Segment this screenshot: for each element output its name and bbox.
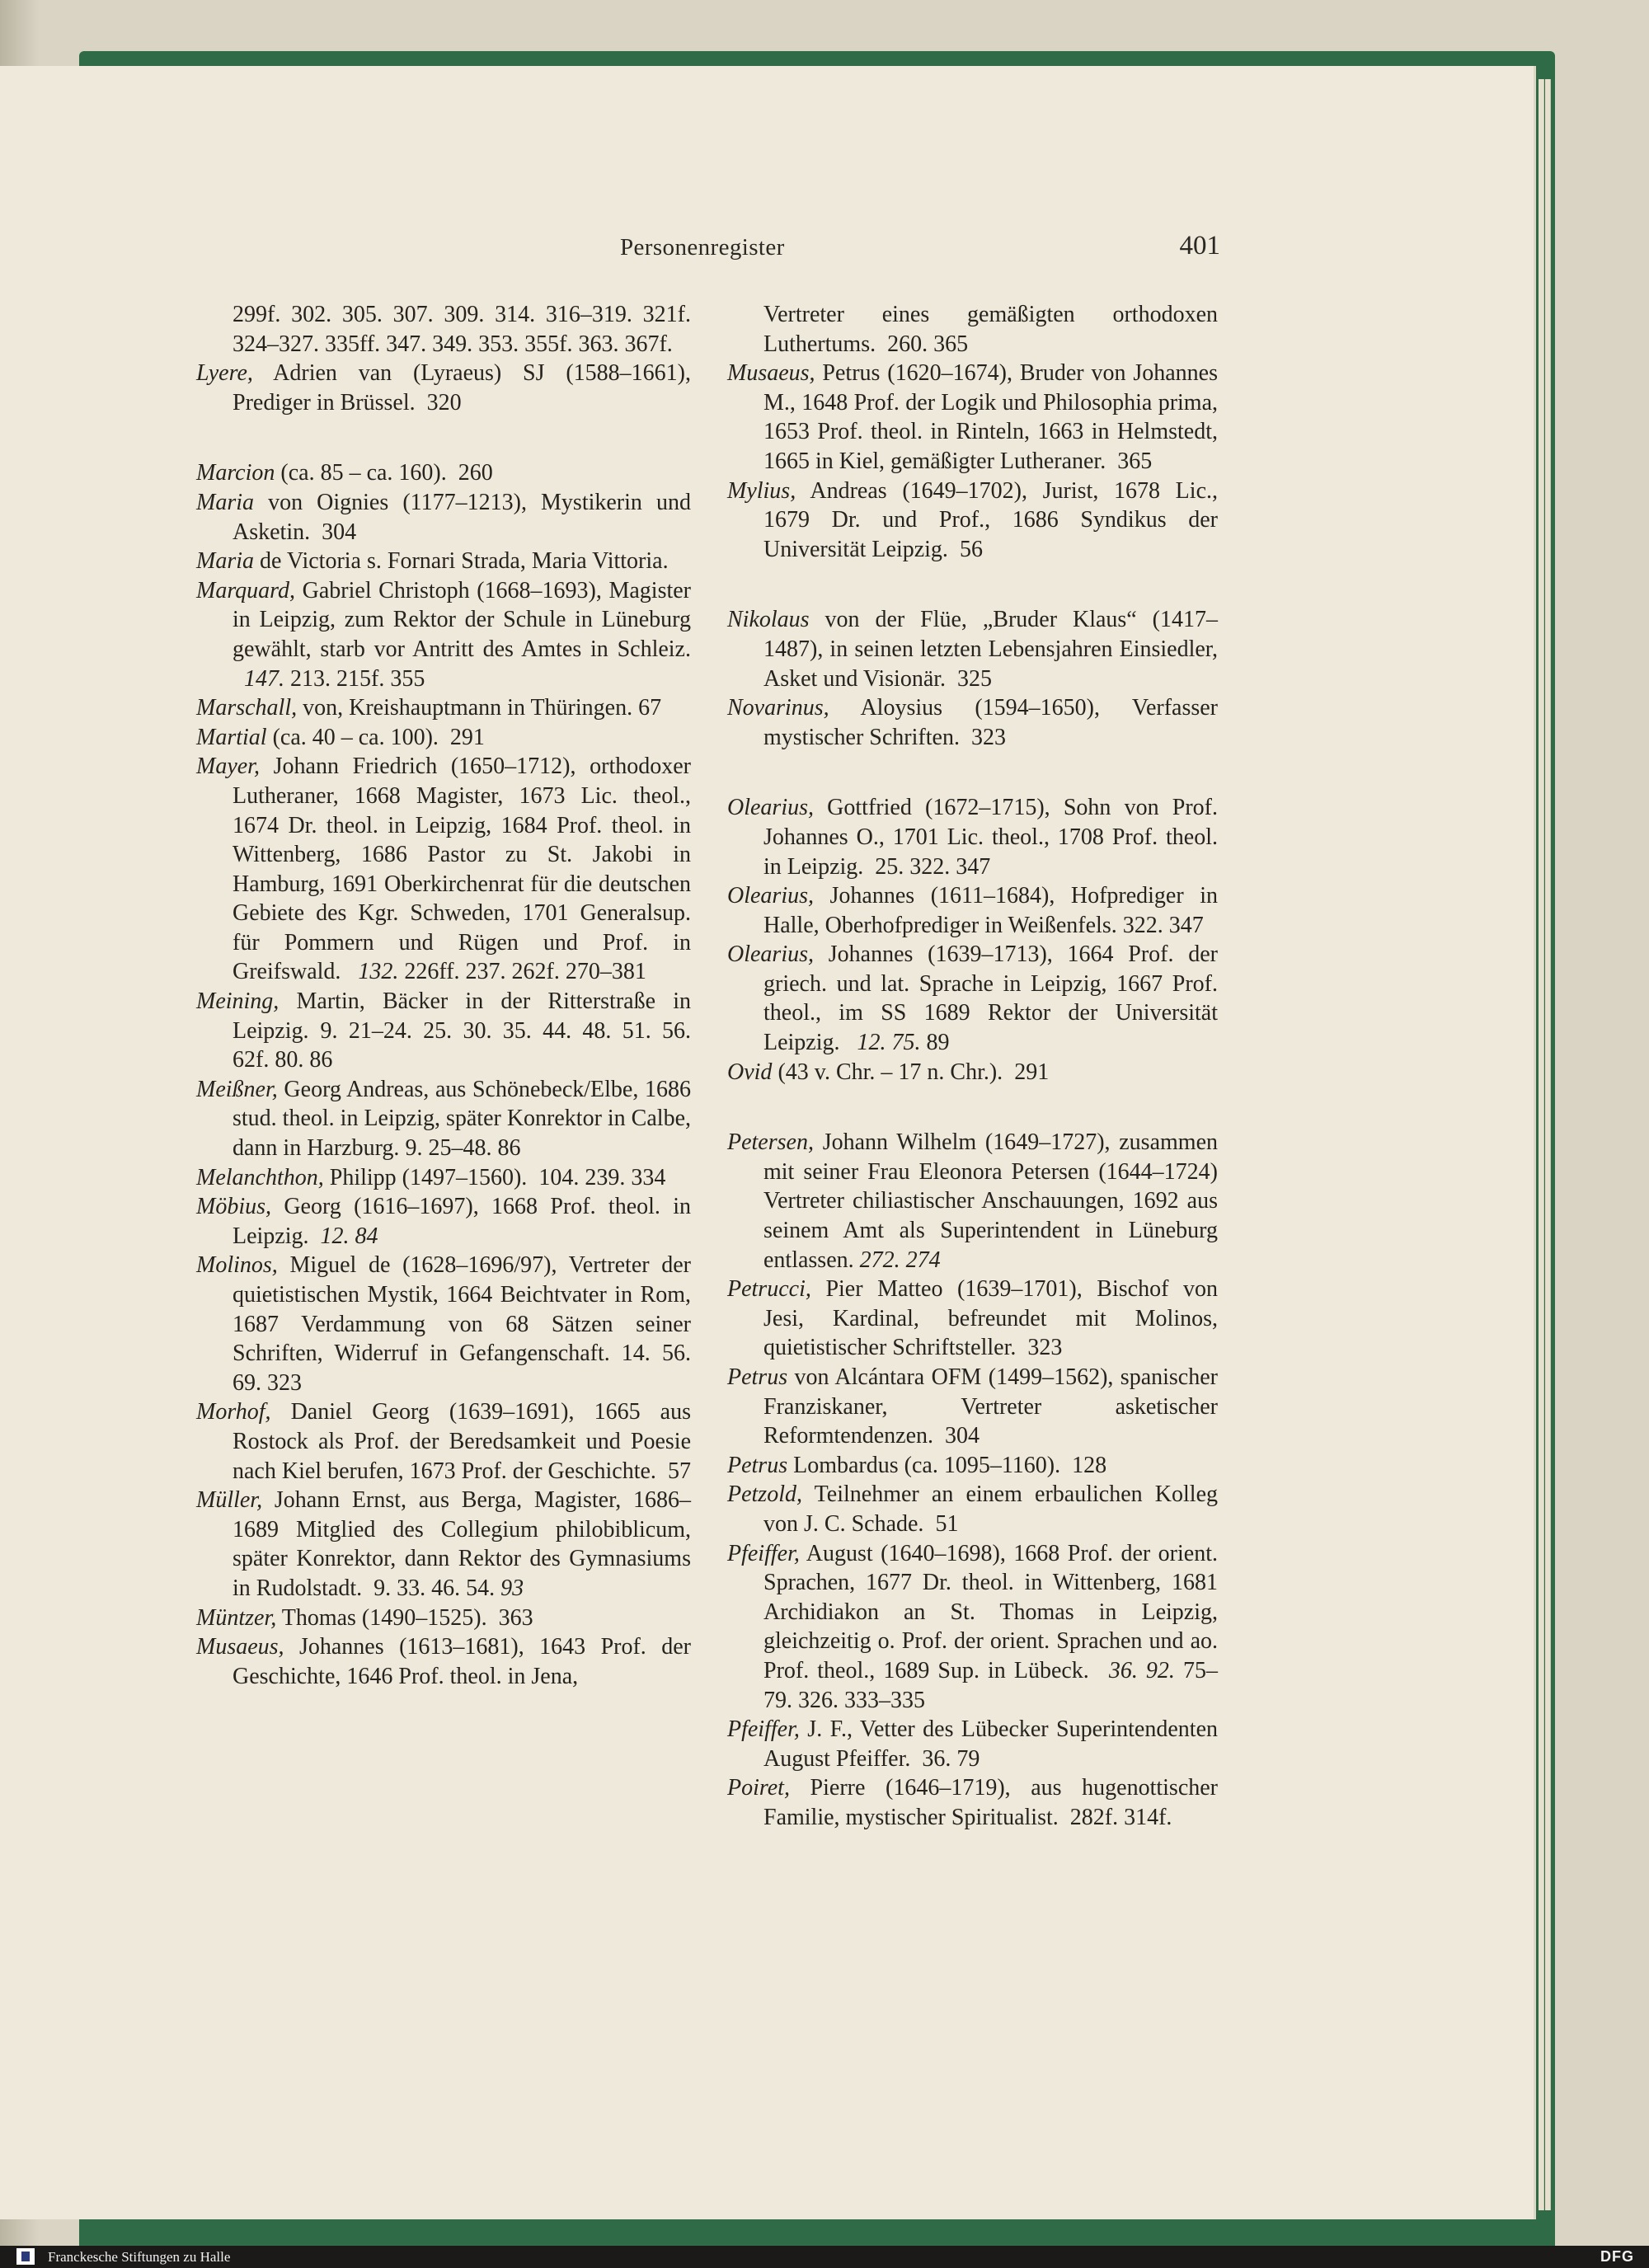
entry-name: Pfeiffer, <box>727 1540 800 1566</box>
index-entry: Müller, Johann Ernst, aus Berga, Magister, 1686–1689 Mitglied des Collegium philobiblicum, später Konrektor, dann Rektor des Gymnasiums in Rudolstadt. 9. 33. 46. 54. 93 <box>196 1487 691 1601</box>
entry-name: Meißner, <box>196 1076 278 1102</box>
index-entry: Musaeus, Johannes (1613–1681), 1643 Prof. der Geschichte, 1646 Prof. theol. in Jena, <box>196 1634 691 1689</box>
right-column <box>727 300 1218 1833</box>
index-entry: Meißner, Georg Andreas, aus Schönebeck/Elbe, 1686 stud. theol. in Leipzig, später Konrektor in Calbe, dann in Harzburg. 9. 25–48. 86 <box>196 1076 691 1162</box>
left-column <box>196 300 691 1691</box>
index-entry: Meining, Martin, Bäcker in der Ritterstraße in Leipzig. 9. 21–24. 25. 30. 35. 44. 48. 51. 56. 62f. 80. 86 <box>196 988 691 1073</box>
entry-name: Marschall, <box>196 695 298 721</box>
entry-name: Maria <box>196 489 254 515</box>
index-entry: Olearius, Johannes (1611–1684), Hofprediger in Halle, Oberhofprediger in Weißenfels. 322. 347 <box>727 883 1218 938</box>
entry-name: Petrucci, <box>727 1276 811 1303</box>
entry-name: Petzold, <box>727 1481 802 1508</box>
entry-name: Musaeus, <box>196 1634 284 1660</box>
entry-name: Martial <box>196 724 267 750</box>
index-entry: Petrucci, Pier Matteo (1639–1701), Bischof von Jesi, Kardinal, befreundet mit Molinos, quietistischer Schriftsteller. 323 <box>727 1276 1218 1361</box>
entry-name: Molinos, <box>196 1252 278 1279</box>
index-entry: Novarinus, Aloysius (1594–1650), Verfasser mystischer Schriften. 323 <box>727 695 1218 750</box>
page-edge <box>1545 79 1551 2210</box>
institution-logo-icon <box>16 2248 35 2265</box>
index-entry: Petrus von Alcántara OFM (1499–1562), spanischer Franziskaner, Vertreter asketischer Reformtendenzen. 304 <box>727 1364 1218 1449</box>
index-entry: Poiret, Pierre (1646–1719), aus hugenottischer Familie, mystischer Spiritualist. 282f. 314f. <box>727 1775 1218 1830</box>
entry-name: Ovid <box>727 1059 773 1085</box>
institution-name: Franckesche Stiftungen zu Halle <box>48 2249 231 2265</box>
index-entry: Marschall, von, Kreishauptmann in Thüringen. 67 <box>196 695 662 721</box>
index-entry: Marquard, Gabriel Christoph (1668–1693), Magister in Leipzig, zum Rektor der Schule in Lüneburg gewählt, starb vor Antritt des Amtes in Schleiz. 147. 213. 215f. 355 <box>196 577 691 692</box>
entry-name: Marcion <box>196 460 275 486</box>
index-entry: Maria de Victoria s. Fornari Strada, Maria Vittoria. <box>196 548 669 575</box>
index-entry: Vertreter eines gemäßigten orthodoxen Luthertums. 260. 365 <box>763 302 1218 357</box>
page-number: 401 <box>1179 231 1220 261</box>
entry-name: Musaeus, <box>727 360 815 387</box>
entry-name: Lyere, <box>196 360 253 387</box>
index-entry: Maria von Oignies (1177–1213), Mystikerin und Asketin. 304 <box>196 489 691 545</box>
entry-name: Maria <box>196 548 254 575</box>
index-entry: Mayer, Johann Friedrich (1650–1712), orthodoxer Lutheraner, 1668 Magister, 1673 Lic. theol., 1674 Dr. theol. in Leipzig, 1684 Prof. theol. in Wittenberg, 1686 Pastor zu St. Jakobi in Hamburg, 1691 Oberkirchenrat für die deutschen Gebiete des Kgr. Schweden, 1701 Generalsup. für Pommern und Rügen und Prof. in Greifswald. 132. 226ff. 237. 262f. 270–381 <box>196 754 691 985</box>
index-entry: Möbius, Georg (1616–1697), 1668 Prof. theol. in Leipzig. 12. 84 <box>196 1194 691 1249</box>
entry-name: Müller, <box>196 1487 263 1514</box>
index-entry: Olearius, Gottfried (1672–1715), Sohn von Prof. Johannes O., 1701 Lic. theol., 1708 Prof. theol. in Leipzig. 25. 322. 347 <box>727 795 1218 880</box>
entry-name: Pfeiffer, <box>727 1716 800 1743</box>
entry-name: Petersen, <box>727 1129 814 1156</box>
index-entry: Musaeus, Petrus (1620–1674), Bruder von Johannes M., 1648 Prof. der Logik und Philosophia prima, 1653 Prof. theol. in Rinteln, 1663 in Helmstedt, 1665 in Kiel, gemäßigter Lutheraner. 365 <box>727 360 1218 474</box>
viewer-footer-bar <box>0 2246 1649 2268</box>
index-entry: Lyere, Adrien van (Lyraeus) SJ (1588–1661), Prediger in Brüssel. 320 <box>196 360 691 416</box>
entry-name: Möbius, <box>196 1194 271 1220</box>
entry-name: Novarinus, <box>727 695 829 721</box>
entry-name: Morhof, <box>196 1399 271 1425</box>
index-entry: Pfeiffer, August (1640–1698), 1668 Prof. der orient. Sprachen, 1677 Dr. theol. in Wittenberg, 1681 Archidiakon an St. Thomas in Leipzig, gleichzeitig o. Prof. der orient. Sprachen und ao. Prof. theol., 1689 Sup. in Lübeck. 36. 92. 75–79. 326. 333–335 <box>727 1540 1218 1713</box>
index-entry: Melanchthon, Philipp (1497–1560). 104. 239. 334 <box>196 1164 666 1190</box>
entry-name: Mylius, <box>727 477 796 504</box>
index-entry: Martial (ca. 40 – ca. 100). 291 <box>196 724 485 750</box>
entry-name: Müntzer, <box>196 1604 277 1631</box>
index-entry: Petrus Lombardus (ca. 1095–1160). 128 <box>727 1452 1107 1478</box>
index-entry: Ovid (43 v. Chr. – 17 n. Chr.). 291 <box>727 1059 1050 1085</box>
entry-name: Melanchthon, <box>196 1164 324 1190</box>
running-head: Personenregister <box>620 234 785 261</box>
index-entry: Molinos, Miguel de (1628–1696/97), Vertreter der quietistischen Mystik, 1664 Beichtvater in Rom, 1687 Verdammung von 68 Sätzen seiner Schriften, Widerruf in Gefangenschaft. 14. 56. 69. 323 <box>196 1252 692 1396</box>
index-entry: Müntzer, Thomas (1490–1525). 363 <box>196 1604 533 1631</box>
entry-name: Petrus <box>727 1452 788 1478</box>
index-entry: Nikolaus von der Flüe, „Bruder Klaus“ (1417–1487), in seinen letzten Lebensjahren Einsiedler, Asket und Visionär. 325 <box>727 607 1218 692</box>
index-entry: 299f. 302. 305. 307. 309. 314. 316–319. 321f. 324–327. 335ff. 347. 349. 353. 355f. 363. 367f. <box>233 302 691 357</box>
index-entry: Marcion (ca. 85 – ca. 160). 260 <box>196 460 493 486</box>
entry-name: Poiret, <box>727 1775 790 1801</box>
page-edge <box>1539 79 1544 2210</box>
index-entry: Petersen, Johann Wilhelm (1649–1727), zusammen mit seiner Frau Eleonora Petersen (1644–1724) Vertreter chiliastischer Anschauungen, 1692 aus seinem Amt als Superintendent in Lüneburg entlassen. 272. 274 <box>727 1129 1218 1273</box>
entry-name: Meining, <box>196 988 280 1015</box>
index-entry: Morhof, Daniel Georg (1639–1691), 1665 aus Rostock als Prof. der Beredsamkeit und Poesie nach Kiel berufen, 1673 Prof. der Geschichte. 57 <box>196 1399 691 1484</box>
entry-name: Olearius, <box>727 883 814 909</box>
index-entry: Petzold, Teilnehmer an einem erbaulichen Kolleg von J. C. Schade. 51 <box>727 1481 1218 1537</box>
entry-name: Mayer, <box>196 754 260 780</box>
entry-name: Olearius, <box>727 795 814 821</box>
entry-name: Petrus <box>727 1364 788 1390</box>
entry-name: Olearius, <box>727 941 814 968</box>
entry-name: Marquard, <box>196 577 296 603</box>
dfg-label: DFG <box>1600 2248 1634 2265</box>
index-entry: Mylius, Andreas (1649–1702), Jurist, 1678 Lic., 1679 Dr. und Prof., 1686 Syndikus der Universität Leipzig. 56 <box>727 477 1218 562</box>
index-entry: Pfeiffer, J. F., Vetter des Lübecker Superintendenten August Pfeiffer. 36. 79 <box>727 1716 1218 1772</box>
entry-name: Nikolaus <box>727 607 810 633</box>
index-entry: Olearius, Johannes (1639–1713), 1664 Prof. der griech. und lat. Sprache in Leipzig, 1667 Prof. theol., im SS 1689 Rektor der Universität Leipzig. 12. 75. 89 <box>727 941 1218 1056</box>
